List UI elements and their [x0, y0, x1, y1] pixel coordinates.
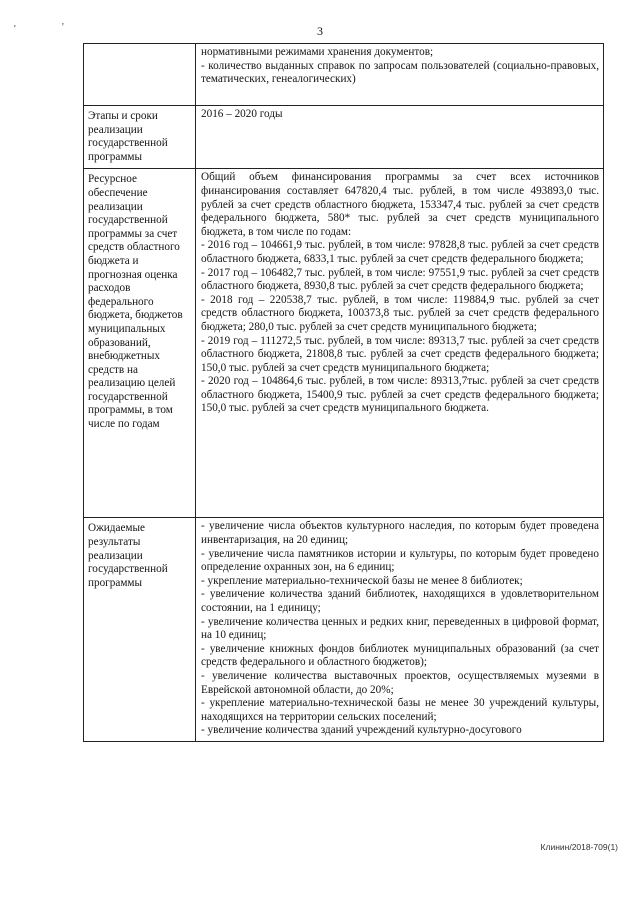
scan-mark: ' [62, 22, 64, 33]
content-line: - увеличение книжных фондов библиотек муниципальных образований (за счет средств федерального и областного бюджетов); [201, 642, 599, 669]
row-content [196, 169, 604, 518]
row-label: Ожидаемые результаты реализации государственной программы [84, 518, 196, 742]
content-line: 2016 – 2020 годы [201, 108, 283, 120]
content-line: - 2017 год – 106482,7 тыс. рублей, в том числе: 97551,9 тыс. рублей за счет средств областного бюджета, 8930,8 тыс. рублей за счет средств федерального бюджета; [201, 266, 599, 293]
table-row [84, 169, 604, 518]
row-label [84, 44, 196, 106]
content-line: - увеличение числа объектов культурного наследия, по которым будет проведена инвентаризация, на 20 единиц; [201, 520, 599, 546]
row-content [196, 518, 604, 742]
content-line: - увеличение количества зданий учреждений культурно-досугового [201, 724, 522, 737]
content-line: нормативными режимами хранения документов; [201, 46, 434, 58]
table-row [84, 44, 604, 106]
program-passport-table [83, 43, 604, 742]
document-code: Клинин/2018-709(1) [540, 842, 618, 852]
row-content [196, 106, 604, 169]
content-line: - увеличение количества ценных и редких книг, переведенных в цифровой формат, на 10 единиц; [201, 615, 599, 642]
content-line: - увеличение количества зданий библиотек, находящихся в удовлетворительном состоянии, на 1 единицу; [201, 588, 599, 614]
content-line: - укрепление материально-технической базы не менее 30 учреждений культуры, находящихся на территории сельских поселений; [201, 697, 599, 723]
content-line: - увеличение числа памятников истории и культуры, по которым будет проведено определение охранных зон, на 6 единиц; [201, 547, 599, 574]
row-label: Ресурсное обеспечение реализации государственной программы за счет средств областного бюджета и прогнозная оценка расходов федерального бюджета, бюджетов муниципальных образований, внебюджетных средств на реализацию целей государственной программы, в том числе по годам [84, 169, 196, 518]
content-line: - количество выданных справок по запросам пользователей (социально-правовых, тематических, генеалогических) [201, 59, 599, 86]
scan-mark: ' [14, 24, 16, 35]
content-line: - 2019 год – 111272,5 тыс. рублей, в том числе: 89313,7 тыс. рублей за счет средств областного бюджета, 21808,8 тыс. рублей за счет средств федерального бюджета; 150,0 тыс. рублей за счет средств муниципального бюджета; [201, 334, 599, 374]
row-label: Этапы и сроки реализации государственной программы [84, 106, 196, 169]
content-line: - 2020 год – 104864,6 тыс. рублей, в том числе: 89313,7тыс. рублей за счет средств областного бюджета, 15400,9 тыс. рублей за счет средств федерального бюджета; 150,0 тыс. рублей за счет средств муниципального бюджета. [201, 375, 599, 415]
table-row [84, 106, 604, 169]
content-line: - 2016 год – 104661,9 тыс. рублей, в том числе: 97828,8 тыс. рублей за счет средств областного бюджета, 6833,1 тыс. рублей за счет средств федерального бюджета; [201, 239, 599, 265]
content-line: - 2018 год – 220538,7 тыс. рублей, в том числе: 119884,9 тыс. рублей за счет средств областного бюджета, 100373,8 тыс. рублей за счет средств федерального бюджета; 280,0 тыс. рублей за счет средств муниципального бюджета; [201, 293, 599, 333]
table-row [84, 518, 604, 742]
content-line: Общий объем финансирования программы за счет всех источников финансирования составляет 647820,4 тыс. рублей, в том числе 493893,0 тыс. рублей за счет средств областного бюджета, 153347,4 тыс. рублей за счет средств федерального бюджета, 580* тыс. рублей за счет средств муниципального бюджета, в том числе по годам: [201, 171, 599, 238]
content-line: - увеличение количества выставочных проектов, осуществляемых музеями в Еврейской автономной области, до 20%; [201, 669, 599, 696]
page-number: 3 [317, 24, 323, 38]
row-content [196, 44, 604, 106]
content-line: - укрепление материально-технической базы не менее 8 библиотек; [201, 574, 523, 587]
